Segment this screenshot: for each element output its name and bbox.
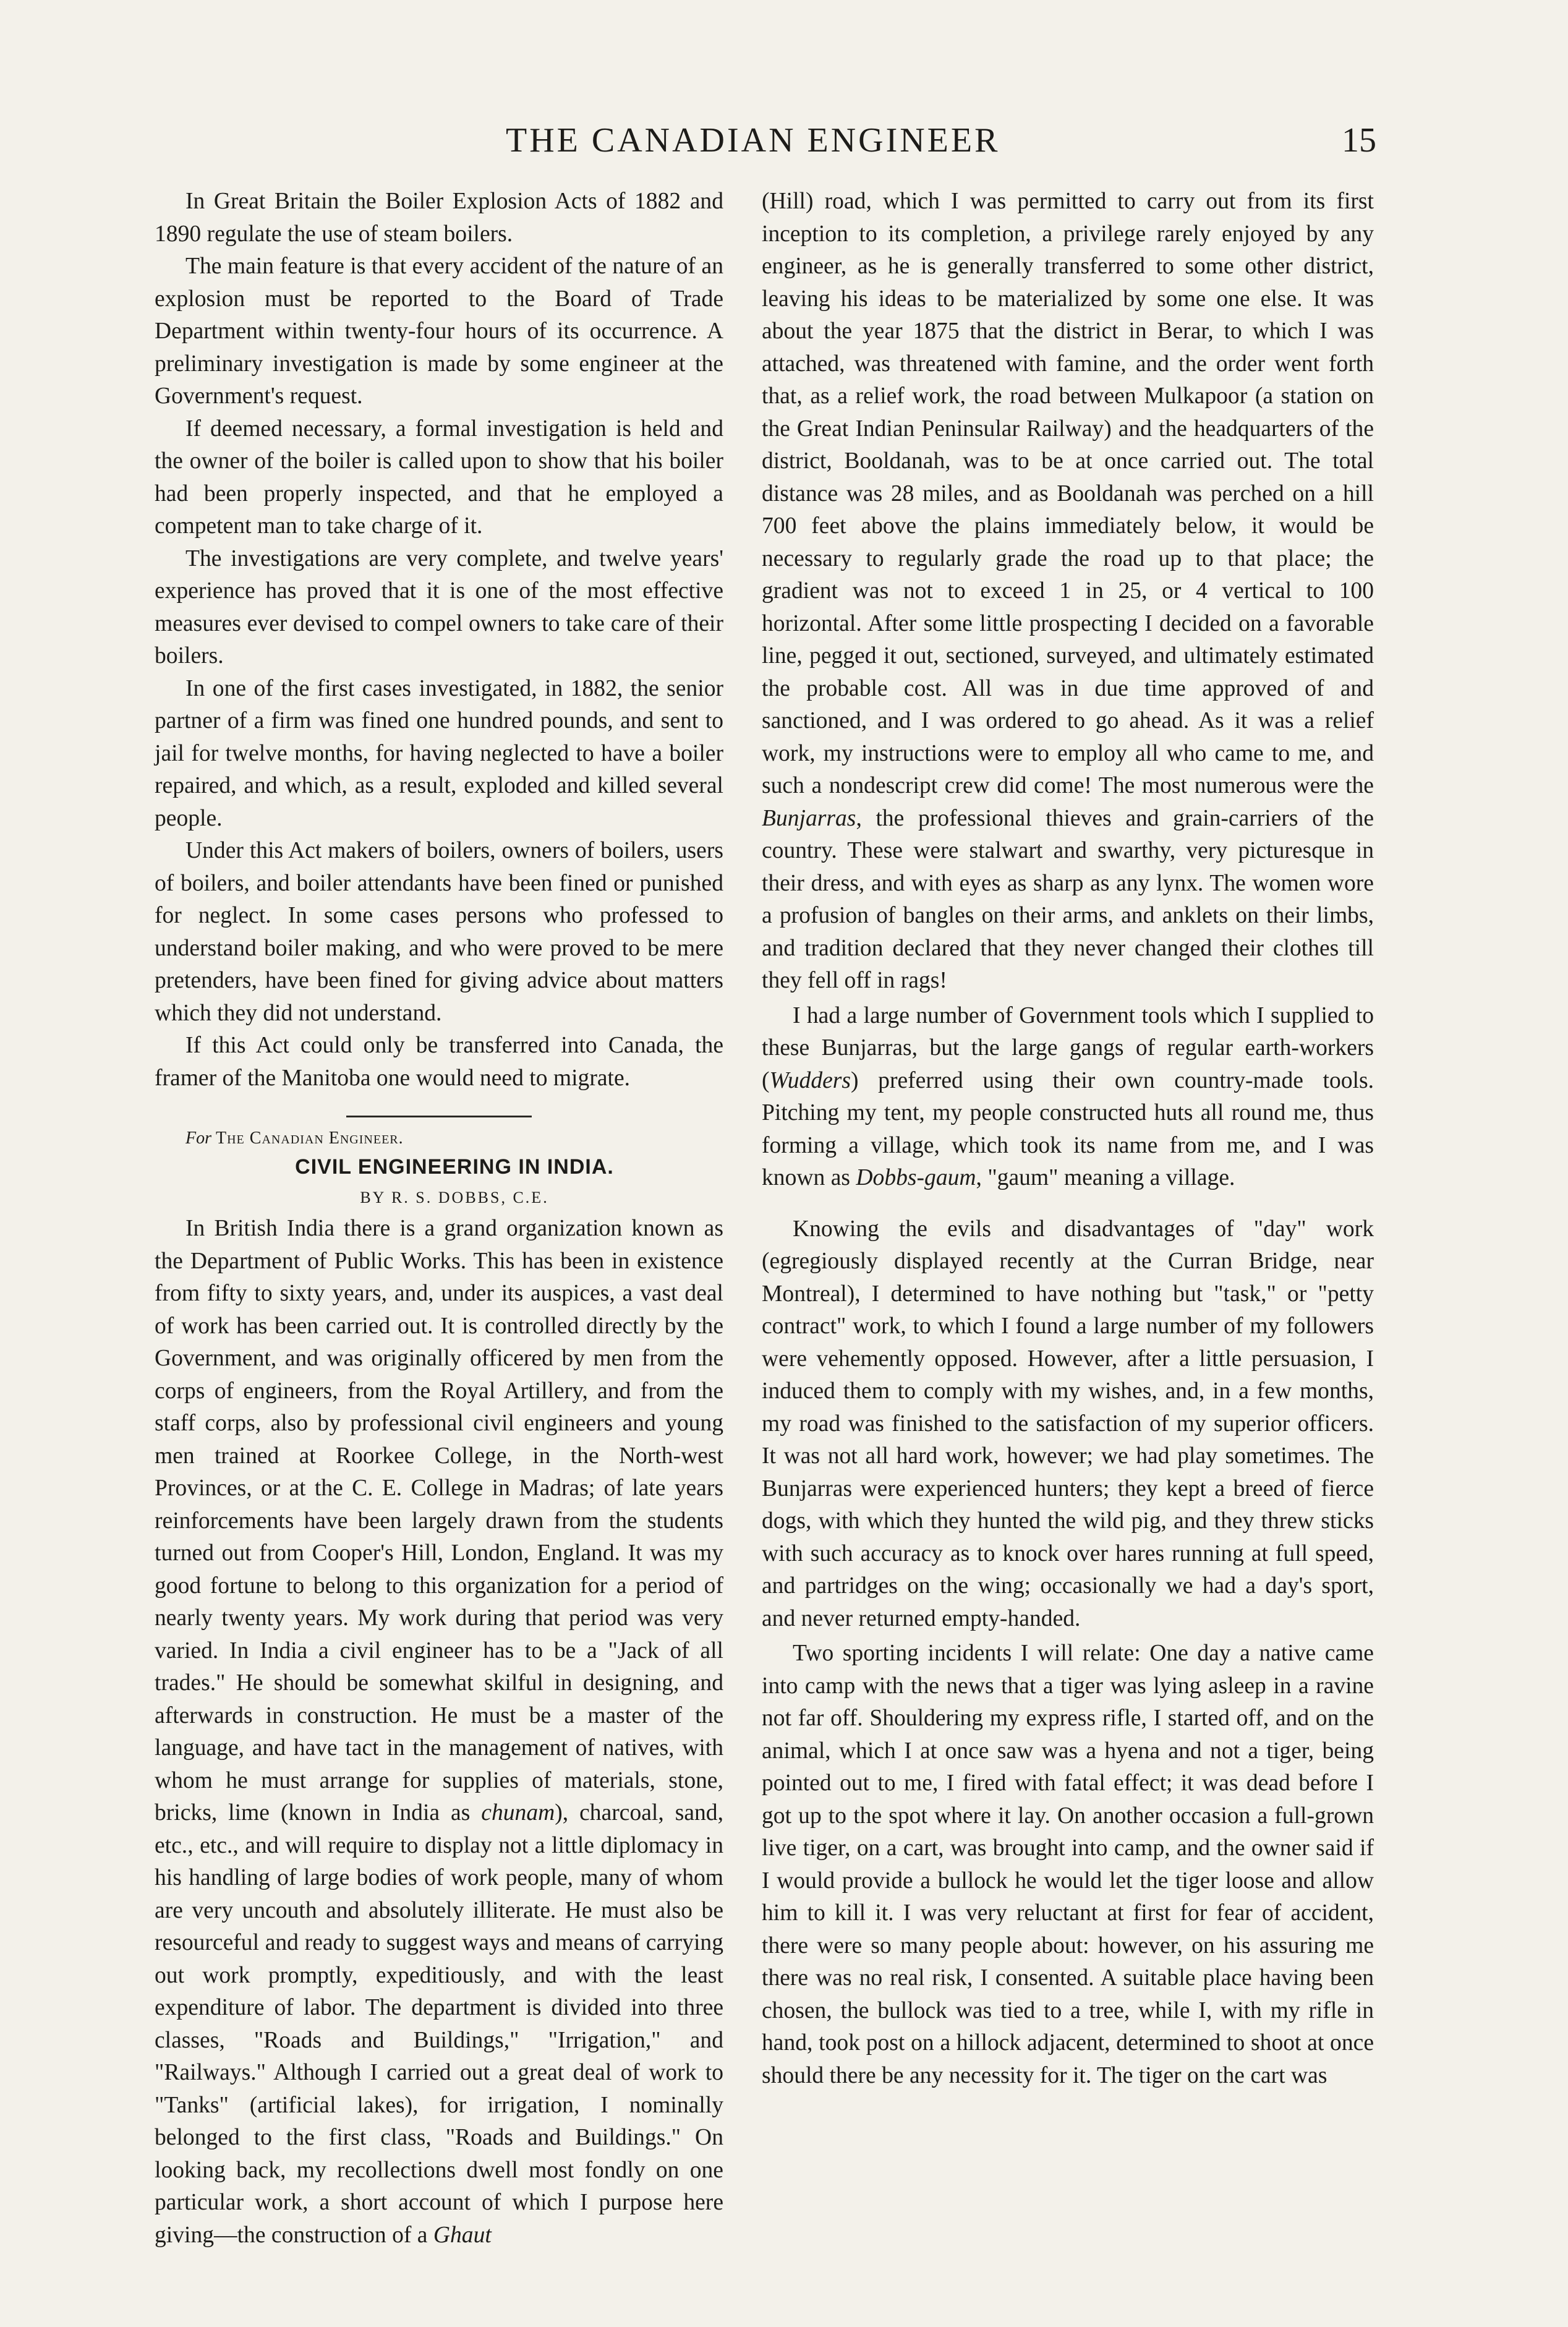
paragraph-sporting-incidents: Two sporting incidents I will relate: One day a native came into camp with the news that a tiger was lying asleep in a ravine not far off. Shouldering my express rifle, I started off, and on the animal, which I at once saw was a hyena and not a tiger, being pointed out to me, I fired with fatal effect; it was dead before I got up to the spot where it lay. On another occasion a full-grown live tiger, on a cart, was brought into camp, and the owner said if I would provide a bullock he would let the tiger loose and allow him to kill it. I was very reluctant at first for fear of accident, there were so many people about: however, on his assuring me there was no real risk, I consented. A suitable place having been chosen, the bullock was tied to a tree, while I, with my rifle in hand, took post on a hillock adjacent, determined to shoot at once should there be any necessity for it. The tiger on the cart was xyxy=(762,1641,1374,2088)
right-column xyxy=(762,186,1374,2092)
paragraph-investigations-complete: The investigations are very complete, and twelve years' experience has proved that it is one of the most effective measures ever devised to compel owners to take care of their boilers. xyxy=(155,545,723,668)
paragraph-day-work: Knowing the evils and disadvantages of "day" work (egregiously displayed recently at the Curran Bridge, near Montreal), I determined to have nothing but "task," or "petty contract" work, to which I found a large number of my followers were vehemently opposed. However, after a little persuasion, I induced them to comply with my wishes, and, in a few months, my road was finished to the satisfaction of my superior officers. It was not all hard work, however; we had play sometimes. The Bunjarras were experienced hunters; they kept a breed of fierce dogs, with which they hunted the wild pig, and they threw sticks with such accuracy as to knock over hares running at full speed, and partridges on the wing; occasionally we had a day's sport, and never returned empty-handed. xyxy=(762,1216,1374,1631)
italic-term: Ghaut xyxy=(433,2222,492,2248)
page-number: 15 xyxy=(1342,121,1376,160)
text-segment: ), charcoal, sand, etc., etc., and will require to display not a little diplomacy in his handling of large bodies of work people, many of whom are very uncouth and absolutely illiterate. He must also be resourceful and ready to suggest ways and means of carrying out work promptly, expeditiously, and with the least expenditure of labor. The department is divided into three classes, "Roads and Buildings," "Irrigation," and "Railways." Although I carried out a great deal of work to "Tanks" (artificial lakes), for irrigation, I nominally belonged to the first class, "Roads and Buildings." On looking back, my recollections dwell most fondly on one particular work, a short account of which I purpose here giving—the construction of a xyxy=(155,1800,723,2248)
left-column xyxy=(155,186,723,2252)
paragraph-makers-of-boilers: Under this Act makers of boilers, owners of boilers, users of boilers, and boiler attendants have been fined or punished for neglect. In some cases persons who professed to understand boiler making, and who were proved to be mere pretenders, have been fined for giving advice about matters which they did not understand. xyxy=(155,838,723,1026)
publication-title: THE CANADIAN ENGINEER xyxy=(506,121,1000,160)
page-header xyxy=(0,121,1568,170)
article-source-line xyxy=(155,1126,723,1151)
section-divider xyxy=(346,1116,532,1117)
article-author: BY R. S. DOBBS, C.E. xyxy=(360,1189,549,1206)
text-segment: , the professional thieves and grain-carriers of the country. These were stalwart and swarthy, very picturesque in their dress, and with eyes as sharp as any lynx. The women wore a profusion of bangles on their arms, and anklets on their limbs, and tradition declared that they never changed their clothes till they fell off in rags! xyxy=(762,805,1374,993)
paragraph-hill-road xyxy=(762,186,1374,997)
paragraph-transfer-act: If this Act could only be transferred into Canada, the framer of the Manitoba one would need to migrate. xyxy=(155,1033,723,1091)
for-prefix: For xyxy=(185,1129,211,1148)
paragraph-formal-investigation: If deemed necessary, a formal investigation is held and the owner of the boiler is called upon to show that his boiler had been properly inspected, and that he employed a competent man to take charge of it. xyxy=(155,416,723,539)
paragraph-boiler-acts: In Great Britain the Boiler Explosion Acts of 1882 and 1890 regulate the use of steam boilers. xyxy=(155,189,723,247)
source-publication: The Canadian Engineer. xyxy=(216,1129,404,1148)
text-segment: (Hill) road, which I was permitted to carry out from its first inception to its completion, a privilege rarely enjoyed by any engineer, as he is generally transferred to some other district, leaving his ideas to be materialized by some one else. It was about the year 1875 that the district in Berar, to which I was attached, was threatened with famine, and the order went forth that, as a relief work, the road between Mulkapoor (a station on the Great Indian Peninsular Railway) and the headquarters of the district, Booldanah, was to be at once carried out. The total distance was 28 miles, and as Booldanah was perched on a hill 700 feet above the plains immediately below, it would be necessary to regularly grade the road up to that place; the gradient was not to exceed 1 in 25, or 4 vertical to 100 horizontal. After some little prospecting I decided on a favorable line, pegged it out, sectioned, surveyed, and ultimately estimated the probable cost. All was in due time approved of and sanctioned, and I was ordered to go ahead. As it was a relief work, my instructions were to employ all who came to me, and such a nondescript crew did come! The most numerous were the xyxy=(762,189,1374,798)
italic-term: Wudders xyxy=(769,1067,851,1093)
text-segment: ) preferred using their own country-made tools. Pitching my tent, my people constructed huts all round me, thus forming a village, which took its name from me, and I was known as xyxy=(762,1067,1374,1190)
paragraph-main-feature: The main feature is that every accident of the nature of an explosion must be reported to the Board of Trade Department within twenty-four hours of its occurrence. A preliminary investigation is made by some engineer at the Government's request. xyxy=(155,254,723,409)
italic-term: Dobbs-gaum xyxy=(856,1165,976,1190)
text-segment: In British India there is a grand organization known as the Department of Public Works. This has been in existence from fifty to sixty years, and, under its auspices, a vast deal of work has been carried out. It is controlled directly by the Government, and was originally officered by men from the corps of engineers, from the Royal Artillery, and from the staff corps, also by professional civil engineers and young men trained at Roorkee College, in the North-west Provinces, or at the C. E. College in Madras; of late years reinforcements have been largely drawn from the students turned out from Cooper's Hill, London, England. It was my good fortune to belong to this organization for a period of nearly twenty years. My work during that period was very varied. In India a civil engineer has to be a "Jack of all trades." He should be somewhat skilful in designing, and afterwards in construction. He must be a master of the language, and have tact in the management of natives, with whom he must arrange for supplies of materials, stone, bricks, lime (known in India as xyxy=(155,1216,723,1825)
paragraph-first-cases: In one of the first cases investigated, in 1882, the senior partner of a firm was fined one hundred pounds, and sent to jail for twelve months, for having neglected to have a boiler repaired, and which, as a result, exploded and killed several people. xyxy=(155,675,723,831)
article-title: CIVIL ENGINEERING IN INDIA. xyxy=(295,1155,614,1179)
text-segment: I had a large number of Government tools which I supplied to these Bunjarras, but the large gangs of regular earth-workers ( xyxy=(762,1002,1374,1093)
text-segment: , "gaum" meaning a village. xyxy=(976,1165,1235,1190)
italic-term: chunam xyxy=(481,1800,555,1825)
italic-term: Bunjarras xyxy=(762,805,856,831)
paragraph-government-tools xyxy=(762,1000,1374,1195)
paragraph-public-works xyxy=(155,1213,723,2252)
